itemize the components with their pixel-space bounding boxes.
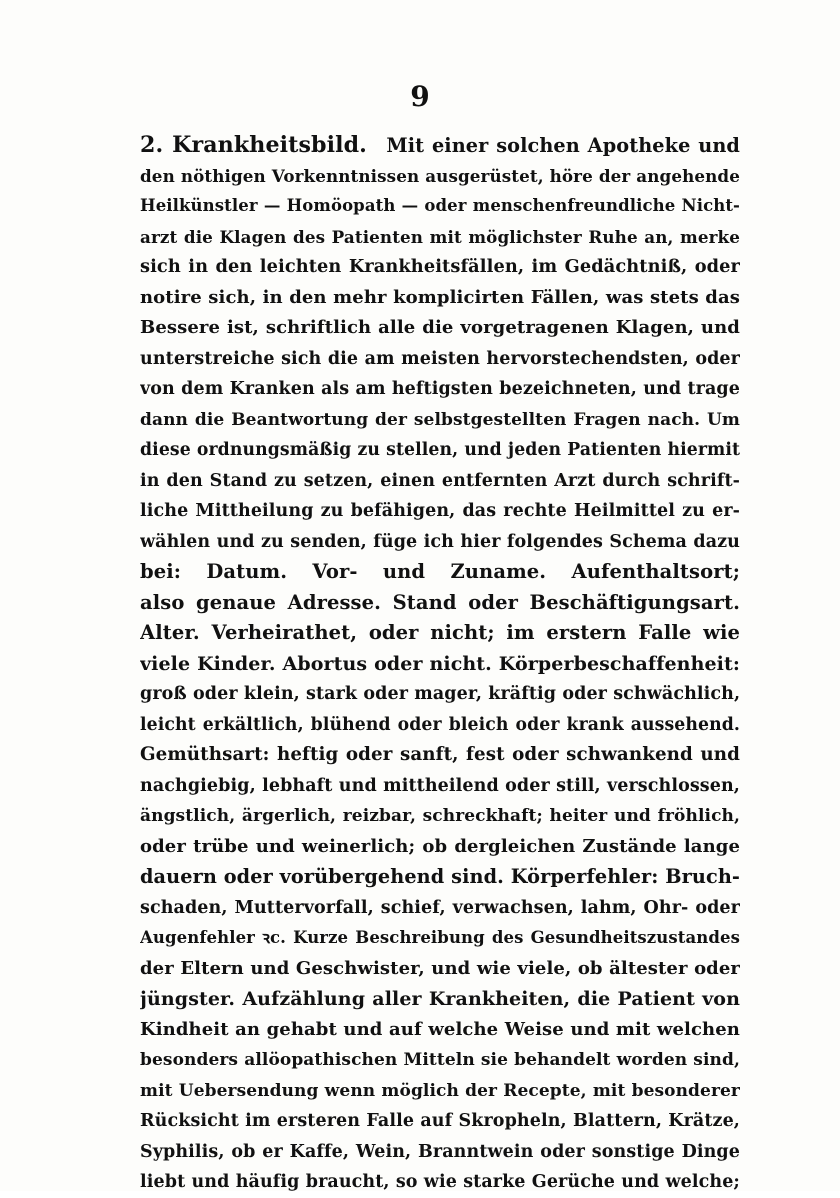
text-line: diese ordnungsmäßig zu stellen, und jeden Patienten hiermit [140,440,740,460]
text-line: nachgiebig, lebhaft und mittheilend oder still, verschlossen, [140,775,740,796]
text-line: notire sich, in den mehr komplicirten Fällen, was stets das [140,286,740,308]
text-line: liche Mittheilung zu befähigen, das rechte Heilmittel zu er- [140,501,740,521]
text-line: schaden, Muttervorfall, schief, verwachsen, lahm, Ohr- oder [140,897,740,918]
text-line: Heilkünstler — Homöopath — oder menschenfreundliche Nicht- [140,196,740,215]
text-line: Alter. Verheirathet, oder nicht; im erstern Falle wie [140,621,740,644]
text-line-segment: Mit einer solchen Apotheke und [386,134,740,157]
text-line: Rücksicht im ersteren Falle auf Skropheln, Blattern, Krätze, [140,1111,740,1131]
text-line: ängstlich, ärgerlich, reizbar, schreckhaft; heiter und fröhlich, [140,806,740,826]
text-line: den nöthigen Vorkenntnissen ausgerüstet, höre der angehende [140,165,740,186]
text-line: Syphilis, ob er Kaffe, Wein, Branntwein oder sonstige Dinge [140,1141,740,1162]
text-line: leicht erkältlich, blühend oder bleich oder krank aussehend. [140,714,740,735]
text-line: oder trübe und weinerlich; ob dergleichen Zustände lange [140,835,740,857]
text-line-first [140,130,740,161]
text-line: von dem Kranken als am heftigsten bezeichneten, und trage [140,379,740,399]
text-line: Kindheit an gehabt und auf welche Weise und mit welchen [140,1018,740,1040]
text-line: Bessere ist, schriftlich alle die vorgetragenen Klagen, und [140,317,740,338]
section-heading: 2. Krankheitsbild. [140,132,367,158]
text-line: sich in den leichten Krankheitsfällen, im Gedächtniß, oder [140,256,740,277]
text-line: mit Uebersendung wenn möglich der Recepte, mit besonderer [140,1080,740,1101]
text-line: bei: Datum. Vor- und Zuname. Aufenthaltsort; [140,560,740,583]
text-line: besonders allöopathischen Mitteln sie behandelt worden sind, [140,1050,740,1070]
text-line: unterstreiche sich die am meisten hervorstechendsten, oder [140,348,740,369]
page-number: 9 [410,80,430,113]
text-line: wählen und zu senden, füge ich hier folgendes Schema dazu [140,531,740,552]
text-line: der Eltern und Geschwister, und wie viele, ob ältester oder [140,957,740,979]
text-line: Augenfehler ꝛc. Kurze Beschreibung des Gesundheitszustandes [140,928,740,947]
text-line: groß oder klein, stark oder mager, kräftig oder schwächlich, [140,684,740,704]
text-line-last: liebt und häufig braucht, so wie starke Gerüche und welche; [140,1172,740,1192]
text-line: jüngster. Aufzählung aller Krankheiten, die Patient von [140,988,740,1010]
text-line: also genaue Adresse. Stand oder Beschäftigungsart. [140,590,740,614]
text-line: dann die Beantwortung der selbstgestellten Fragen nach. Um [140,409,740,430]
text-line: arzt die Klagen des Patienten mit möglichster Ruhe an, merke [140,226,740,247]
text-line: viele Kinder. Abortus oder nicht. Körperbeschaffenheit: [140,652,740,675]
text-line: Gemüthsart: heftig oder sanft, fest oder schwankend und [140,744,740,765]
text-line: dauern oder vorübergehend sind. Körperfehler: Bruch- [140,865,740,888]
text-line: in den Stand zu setzen, einen entfernten Arzt durch schrift- [140,470,740,491]
body-text [140,130,740,1198]
